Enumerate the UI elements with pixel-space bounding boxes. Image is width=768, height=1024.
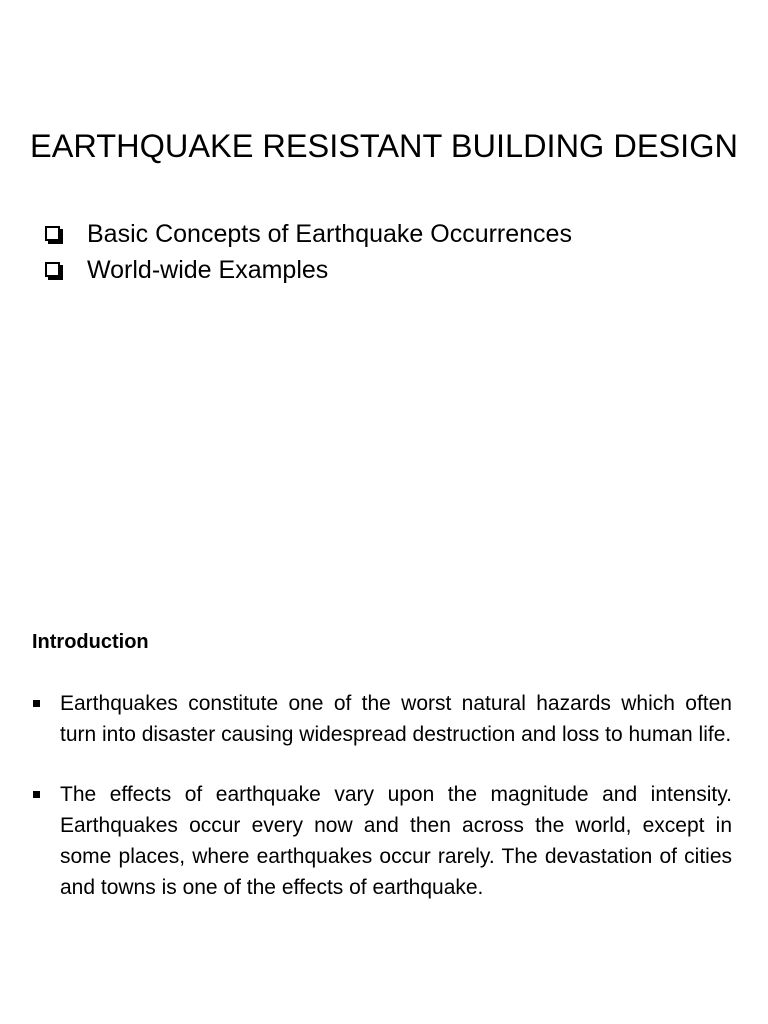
bullet-text: The effects of earthquake vary upon the magnitude and intensity. Earthquakes occur every now and then across the world, except in some places, where earthquakes occur rarely. The devastation of cities and towns is one of the effects of earthquake. bbox=[60, 783, 732, 899]
checklist-item bbox=[45, 252, 572, 288]
checklist-item bbox=[45, 216, 572, 252]
intro-bullet-list bbox=[32, 688, 732, 903]
list-item bbox=[32, 779, 732, 903]
checklist-item-label: World-wide Examples bbox=[87, 255, 329, 284]
section-heading: Introduction bbox=[32, 631, 149, 653]
square-bullet-icon bbox=[33, 700, 40, 707]
checkbox-icon bbox=[45, 226, 60, 241]
bullet-text: Earthquakes constitute one of the worst natural hazards which often turn into disaster causing widespread destruction and loss to human life. bbox=[60, 692, 732, 746]
page-title: EARTHQUAKE RESISTANT BUILDING DESIGN bbox=[30, 128, 738, 164]
list-item bbox=[32, 688, 732, 750]
checklist-item-label: Basic Concepts of Earthquake Occurrences bbox=[87, 219, 572, 248]
square-bullet-icon bbox=[33, 791, 40, 798]
checkbox-icon bbox=[45, 262, 60, 277]
topic-checklist bbox=[45, 216, 572, 288]
